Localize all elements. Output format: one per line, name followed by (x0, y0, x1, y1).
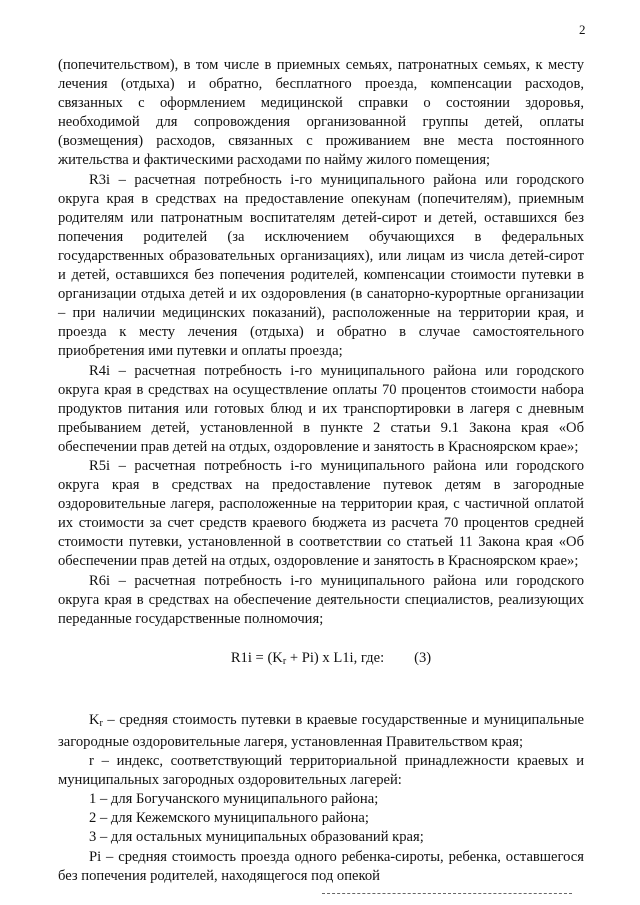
formula-subscript: r (282, 655, 287, 667)
scan-artifact-line (322, 893, 572, 895)
page-number: 2 (579, 22, 586, 37)
definition-r: r – индекс, соответствующий территориальной принадлежности краевых и муниципальных загородных оздоровительных лагерей: (58, 753, 584, 789)
definition-pi: Pi – средняя стоимость проезда одного ребенка-сироты, ребенка, оставшегося без попечения родителей, находящегося под опекой (58, 848, 584, 884)
paragraph-r5i: R5i – расчетная потребность i-го муниципального района или городского округа края в средствах на предоставление путевок детям в загородные оздоровительные лагеря, расположенные на территории края, с частичной оплатой их стоимости за счет средств краевого бюджета из расчета 70 процентов средней стоимости путевки, установленной в соответствии со статьей 11 Закона края «Об обеспечении прав детей на отдых, оздоровление и занятость в Красноярском крае»; (58, 457, 584, 570)
kr-text: – средняя стоимость путевки в краевые государственные и муниципальные загородные оздоровительные лагеря, установленная Правительством края; (58, 711, 584, 750)
formula-rhs: + Pi) x L1i, где: (286, 649, 385, 666)
definition-kr (58, 711, 584, 752)
kr-symbol: K (89, 711, 100, 728)
formula-3 (58, 649, 584, 671)
paragraph-r3i: R3i – расчетная потребность i-го муниципального района или городского округа края в средствах на предоставление опекунам (попечителям), приемным родителям или патронатным воспитателям детей-сирот и детей, оставшихся без попечения родителей (за исключением обучающихся в федеральных государственных образовательных организациях), или лицам из числа детей-сирот и детей, оставшихся без попечения родителей, компенсации стоимости путевки в организации отдыха детей и их оздоровления (в санаторно-курортные организации – при наличии медицинских показаний), расположенные на территории края, и проезда к месту лечения (отдыха) и обратно в случае самостоятельного приобретения ими путевки и оплаты проезда; (58, 171, 584, 360)
paragraph-continuation: (попечительством), в том числе в приемных семьях, патронатных семьях, к месту лечения (отдыха) и обратно, бесплатного проезда, компенсации расходов, связанных с оформлением медицинской справки о состоянии здоровья, необходимой для сопровождения организованной группы детей, оплаты (возмещения) расходов, связанных с проживанием вне места постоянного жительства и фактическими расходами по найму жилого помещения; (58, 57, 584, 169)
list-item: 2 – для Кежемского муниципального района; (89, 810, 369, 827)
kr-subscript: r (99, 717, 103, 729)
list-item: 1 – для Богучанского муниципального района; (89, 791, 379, 808)
formula-lhs: R1i = (K (230, 649, 283, 666)
paragraph-r4i: R4i – расчетная потребность i-го муниципального района или городского округа края в средствах на осуществление оплаты 70 процентов стоимости набора продуктов питания или готовых блюд и их транспортировки в лагеря с дневным пребыванием детей, установленной в пункте 2 статьи 9.1 Закона края «Об обеспечении прав детей на отдых, оздоровление и занятость в Красноярском крае»; (58, 362, 584, 455)
document-body (58, 56, 584, 886)
paragraph-r6i: R6i – расчетная потребность i-го муниципального района или городского округа края в средствах на обеспечение деятельности специалистов, реализующих переданные государственные полномочия; (58, 572, 584, 627)
formula-number: (3) (414, 649, 432, 666)
list-item: 3 – для остальных муниципальных образований края; (89, 829, 424, 846)
